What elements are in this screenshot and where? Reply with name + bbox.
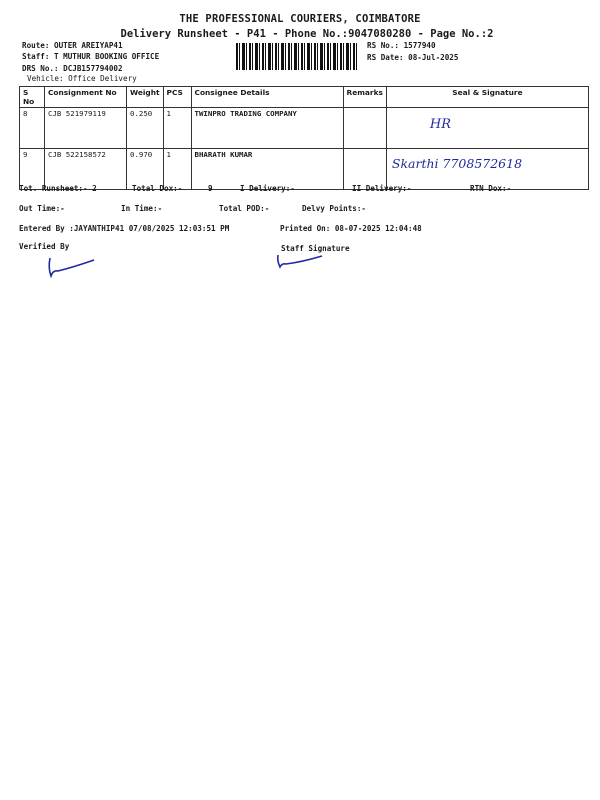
handwritten-signature: Skarthi 7708572618 — [391, 156, 523, 171]
col-sno-header: S No — [20, 87, 45, 108]
printed-on: Printed On: 08-07-2025 12:04:48 — [280, 224, 422, 233]
table-row — [20, 108, 589, 149]
runsheet-subtitle: Delivery Runsheet - P41 - Phone No.:9047080280 - Page No.:2 — [120, 28, 494, 40]
staff-text: Staff: T MUTHUR BOOKING OFFICE — [22, 52, 160, 61]
cell-weight: 0.970 — [127, 149, 164, 190]
cell-consignee: BHARATH KUMAR — [191, 149, 343, 190]
rs-number: RS No.: 1577940 — [367, 41, 436, 50]
out-time: Out Time:- — [19, 204, 65, 213]
total-pod: Total POD:- — [219, 204, 270, 213]
i-delivery: I Delivery:- — [240, 184, 295, 193]
staff-signature-label: Staff Signature — [281, 244, 350, 253]
col-signature-header: Seal & Signature — [386, 87, 588, 108]
col-weight-header: Weight — [127, 87, 164, 108]
cell-pcs: 1 — [163, 149, 191, 190]
total-dox-label: Total Dox:- — [132, 184, 183, 193]
table-header-row — [20, 87, 589, 108]
cell-consignee: TWINPRO TRADING COMPANY — [191, 108, 343, 149]
tot-runsheet: Tot. Runsheet:- 2 — [19, 184, 97, 193]
entered-by: Entered By :JAYANTHIP41 07/08/2025 12:03:51 PM — [19, 224, 230, 233]
delvy-points: Delvy Points:- — [302, 204, 367, 213]
runsheet-table — [19, 86, 589, 190]
cell-pcs: 1 — [163, 108, 191, 149]
cell-signature — [386, 108, 588, 149]
total-dox-value: 9 — [208, 184, 213, 193]
verified-by-label: Verified By — [19, 242, 70, 251]
rs-date: RS Date: 08-Jul-2025 — [367, 53, 459, 62]
col-consignment-header: Consignment No — [45, 87, 127, 108]
cell-consignment: CJB 522158572 — [45, 149, 127, 190]
rtn-dox: RTN Dox:- — [470, 184, 512, 193]
cell-sno: 8 — [20, 108, 45, 149]
verified-signature-mark — [44, 254, 100, 280]
cell-remarks — [343, 108, 386, 149]
ii-delivery: II Delivery:- — [352, 184, 412, 193]
in-time: In Time:- — [121, 204, 163, 213]
barcode-image — [236, 43, 357, 70]
route-text: Route: OUTER AREIYAP41 — [22, 41, 123, 50]
company-title: THE PROFESSIONAL COURIERS, COIMBATORE — [179, 13, 421, 25]
cell-sno: 9 — [20, 149, 45, 190]
handwritten-signature: HR — [429, 117, 452, 132]
col-remarks-header: Remarks — [343, 87, 386, 108]
drs-number: DRS No.: DCJB157794002 — [22, 64, 123, 73]
cell-weight: 0.250 — [127, 108, 164, 149]
cell-consignment: CJB 521979119 — [45, 108, 127, 149]
vehicle-text: Vehicle: Office Delivery — [27, 74, 137, 83]
col-pcs-header: PCS — [163, 87, 191, 108]
staff-signature-mark — [272, 251, 328, 271]
col-consignee-header: Consignee Details — [191, 87, 343, 108]
